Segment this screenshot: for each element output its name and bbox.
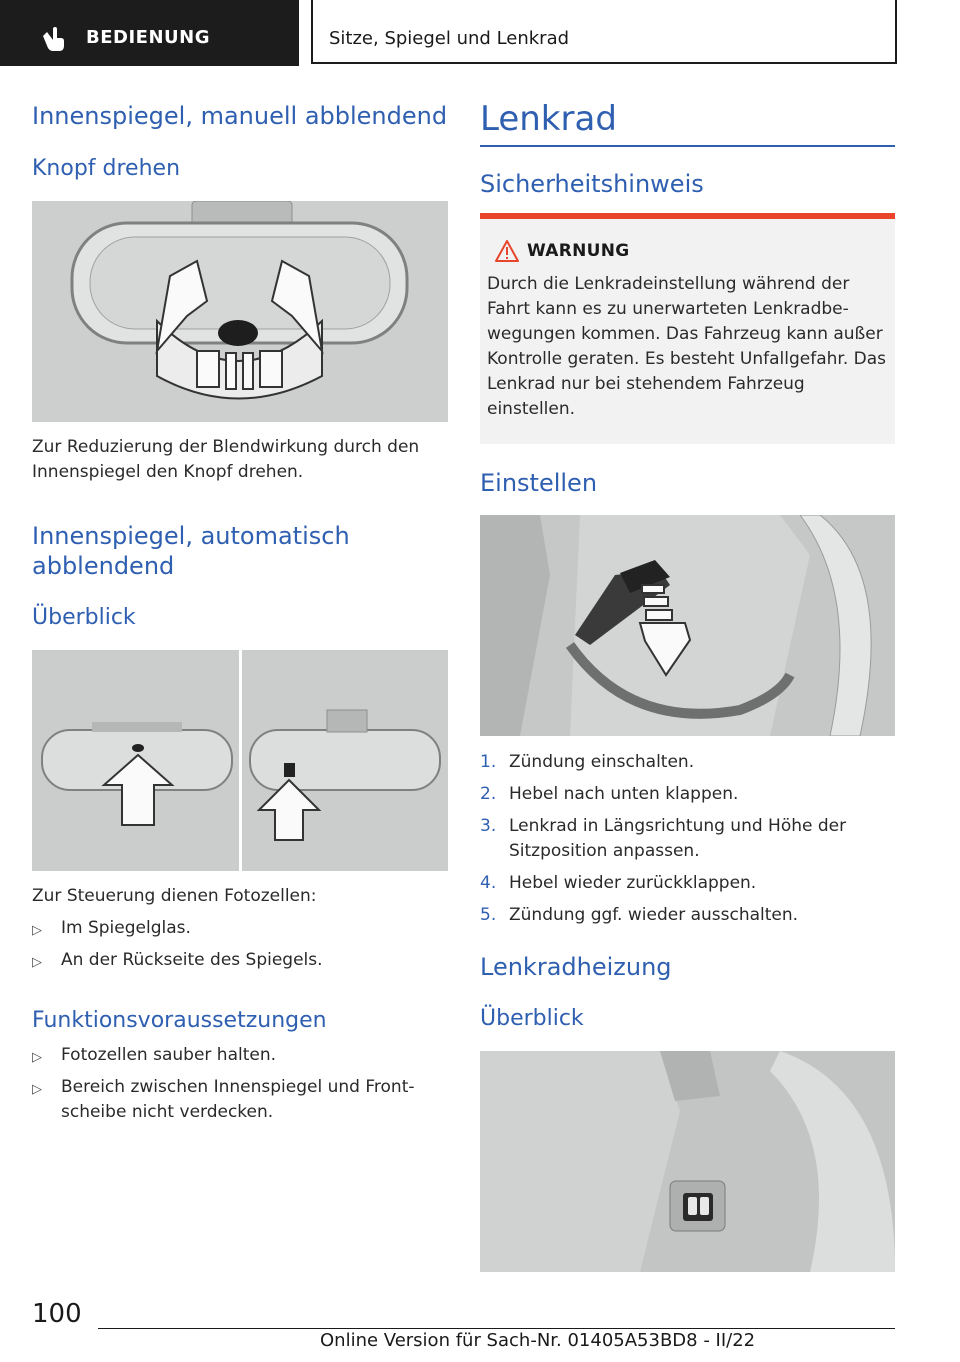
adjust-steps [480,750,895,935]
triangle-bullet-icon: ▷ [32,1050,42,1065]
triangle-bullet-icon: ▷ [32,1082,42,1097]
requirements-list [32,1043,448,1132]
list-item: 5. Zündung ggf. wieder ausschalten. [480,905,799,925]
warning-box [480,213,895,444]
heading-auto-mirror-line1: Innenspiegel, automatisch [32,522,350,550]
triangle-bullet-icon: ▷ [32,923,42,938]
page-header [0,0,960,66]
footer-rule [98,1328,895,1329]
online-version-note: Online Version für Sach-Nr. 01405A53BD8 - II/22 [320,1330,756,1351]
heading-steering-wheel: Lenkrad [480,99,617,139]
section-title: BEDIENUNG [86,27,210,48]
photocell-list [32,916,448,980]
figure-photocells [32,650,448,871]
warning-triangle-icon [495,240,519,262]
list-item: ▷ Fotozellen sauber halten. [32,1043,448,1068]
heading-overview-heating: Überblick [480,1006,584,1031]
heading-auto-mirror-line2: abblendend [32,552,175,580]
list-item: 4. Hebel wieder zurückklappen. [480,873,757,893]
list-item: ▷ An der Rückseite des Spiegels. [32,948,448,973]
heading-safety: Sicherheitshinweis [480,170,704,198]
figure-steering-lever [480,515,895,736]
section-tab [0,0,299,66]
heading-rule [480,145,895,147]
figure-heating-button [480,1051,895,1272]
warning-bar [480,213,895,219]
heading-function-requirements: Funktionsvoraussetzungen [32,1008,327,1033]
page-number: 100 [32,1299,82,1329]
heading-wheel-heating: Lenkradheizung [480,953,672,981]
pointing-hand-icon [40,26,66,52]
heading-overview-mirror: Überblick [32,605,136,630]
heading-adjust: Einstellen [480,469,598,497]
triangle-bullet-icon: ▷ [32,955,42,970]
photocell-intro: Zur Steuerung dienen Fotozellen: [32,886,317,906]
list-item: ▷ Im Spiegelglas. [32,916,448,941]
list-item: ▷ Bereich zwischen Innenspiegel und Frontscheibe nicht verdecken. [32,1077,415,1122]
chapter-title: Sitze, Spiegel und Lenkrad [329,28,570,49]
chapter-box [311,0,897,64]
list-item: 1. Zündung einschalten. [480,752,695,772]
heading-manual-mirror: Innenspiegel, manuell abblendend [32,102,448,130]
figure-mirror-knob [32,201,448,422]
heading-knob: Knopf drehen [32,156,181,181]
warning-title: WARNUNG [527,241,630,261]
knob-description: Zur Reduzierung der Blendwirkung durch den Innenspiegel den Knopf drehen. [32,437,420,482]
list-item: 3. Lenkrad in Längsrichtung und Höhe der Sitzposition anpassen. [480,816,847,861]
list-item: 2. Hebel nach unten klappen. [480,784,739,804]
warning-text: Durch die Lenkradeinstellung während der Fahrt kann es zu unerwarteten Lenkradbewegungen kommen. Das Fahrzeug kann außer Kontrolle geraten. Es besteht Unfallgefahr. Das Lenkrad nur bei stehendem Fahrzeug einstellen. [487,274,887,419]
